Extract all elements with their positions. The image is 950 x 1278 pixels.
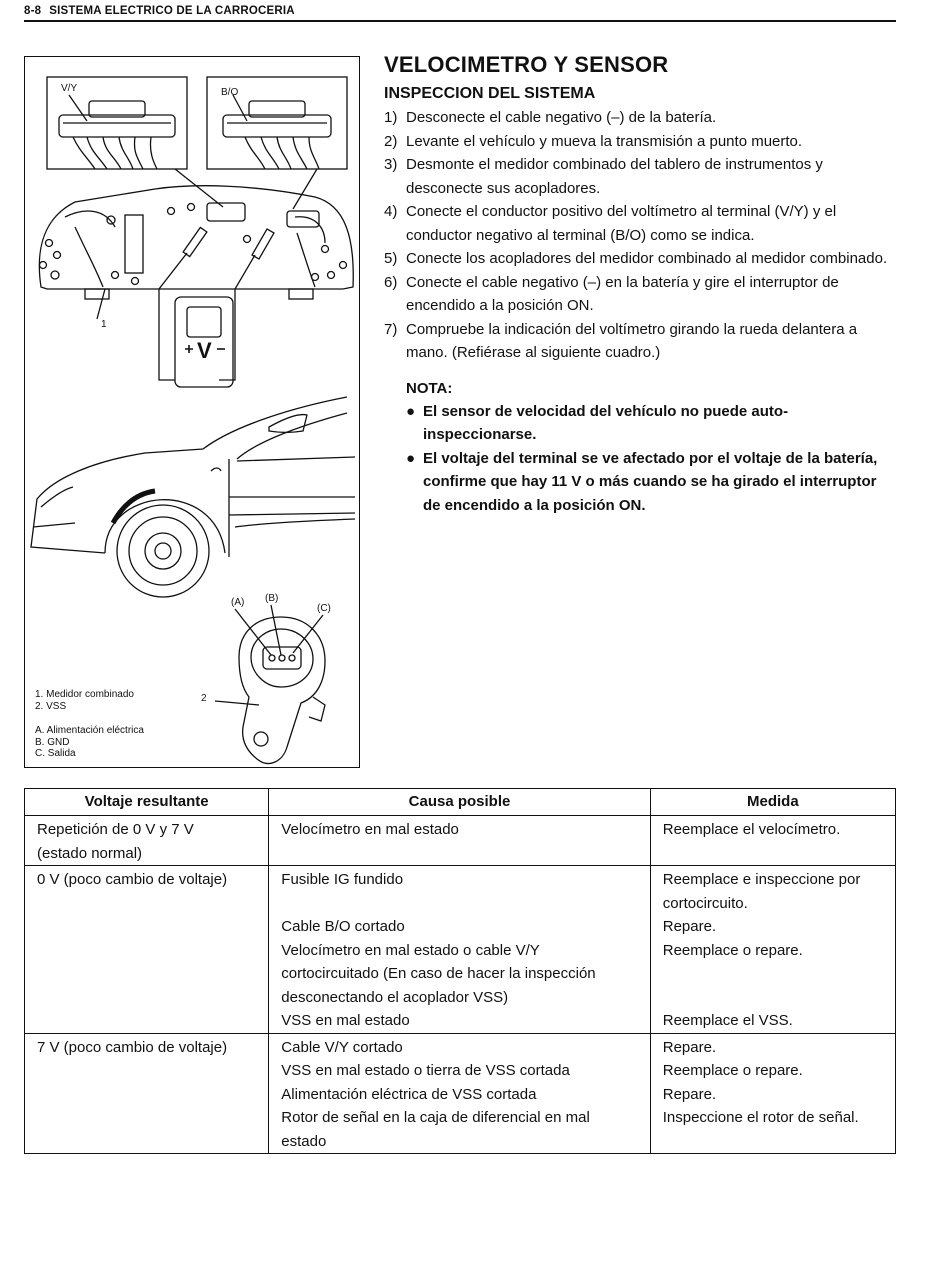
car-outline (31, 397, 355, 597)
step-item (384, 247, 896, 271)
cell-line: Velocímetro en mal estado o cable V/Y (281, 941, 540, 959)
action-cell (650, 1033, 895, 1154)
action-cell (650, 866, 895, 1034)
cell-line: Reemplace o repare. (662, 1062, 803, 1079)
callout-2: 2 (201, 693, 207, 704)
step-item (384, 318, 896, 365)
step-item (384, 130, 896, 154)
step-item (384, 153, 896, 200)
cell-line: Inspeccione el rotor de señal. (662, 1109, 859, 1126)
note-item (406, 447, 896, 518)
cause-cell (269, 816, 650, 866)
figure-legend (35, 689, 134, 712)
legend-item: B. GND (35, 736, 70, 748)
cell-line: Repare. (662, 918, 717, 935)
section-subtitle: INSPECCION DEL SISTEMA (384, 85, 596, 102)
bullet-icon: ● (406, 449, 416, 467)
cell-line: VSS en mal estado (281, 1012, 410, 1029)
cell-line: Cable B/O cortado (281, 918, 405, 935)
cell-line: Fusible IG fundido (281, 871, 404, 888)
note-title: NOTA: (406, 379, 453, 397)
cell-line: Cable V/Y cortado (281, 1038, 403, 1056)
cell-line: Velocímetro en mal estado (281, 821, 459, 838)
step-text: Desconecte el cable negativo (–) de la batería. (406, 109, 717, 126)
step-text: Desmonte el medidor combinado del tablero de instrumentos y desconecte sus acopladores. (406, 156, 823, 197)
cell-line: desconectando el acoplador VSS) (281, 988, 509, 1006)
cell-line: Reemplace o repare. (662, 941, 803, 959)
callout-1: 1 (101, 319, 107, 330)
cell-line: 7 V (poco cambio de voltaje) (37, 1038, 228, 1056)
meter-symbol: V (197, 338, 212, 363)
voltage-cell (25, 816, 269, 866)
section-title: SISTEMA ELECTRICO DE LA CARROCERIA (49, 5, 295, 17)
step-number: 1) (384, 109, 398, 126)
cause-cell (269, 866, 650, 1034)
cell-line: Reemplace e inspeccione por (662, 871, 861, 888)
terminal-label-vy: V/Y (61, 83, 78, 94)
terminal-label-bo: B/O (221, 87, 239, 98)
note-list (406, 400, 896, 518)
cell-line: cortocircuitado (En caso de hacer la inspección (281, 965, 596, 982)
cell-line: cortocircuito. (662, 894, 748, 912)
combination-meter-outline (39, 186, 353, 299)
inspection-text (384, 52, 896, 517)
note-block (384, 380, 896, 518)
cell-line: Rotor de señal en la caja de diferencial en mal (281, 1109, 590, 1126)
step-number: 3) (384, 156, 398, 173)
note-text: El voltaje del terminal se ve afectado por el voltaje de la batería, confirme que hay 11 V o más cuando se ha girado el interruptor de encendido a la posición ON. (423, 449, 878, 514)
terminal-label-c: (C) (317, 603, 331, 614)
legend-item: C. Salida (35, 748, 76, 759)
step-text: Conecte los acopladores del medidor combinado al medidor combinado. (406, 250, 888, 267)
step-text: Conecte el cable negativo (–) en la batería y gire el interruptor de encendido a la posición ON. (406, 273, 839, 314)
cell-line: estado (281, 1132, 327, 1150)
cell-line: (estado normal) (37, 844, 143, 862)
bo-connector-detail (223, 95, 331, 169)
voltmeter-leads (97, 227, 274, 380)
cell-line: Repetición de 0 V y 7 V (37, 821, 194, 838)
column-header: Causa posible (269, 789, 650, 816)
step-list (384, 106, 896, 365)
step-number: 7) (384, 320, 398, 338)
cell-line: Repare. (662, 1038, 717, 1056)
column-header: Voltaje resultante (25, 789, 269, 816)
inspection-figure (24, 56, 360, 768)
page-number: 8-8 (24, 5, 42, 17)
step-number: 2) (384, 132, 398, 150)
page-header (24, 5, 896, 22)
step-number: 5) (384, 250, 398, 267)
voltage-cell (25, 1033, 269, 1154)
cell-line: Repare. (662, 1085, 717, 1103)
cell-line: 0 V (poco cambio de voltaje) (37, 871, 228, 888)
cause-cell (269, 1033, 650, 1154)
note-text: El sensor de velocidad del vehículo no puede auto-inspeccionarse. (423, 402, 789, 443)
figure-drawing (25, 57, 361, 769)
step-number: 6) (384, 273, 398, 291)
step-text: Conecte el conductor positivo del voltímetro al terminal (V/Y) y el conductor negativo al terminal (B/O) como se indica. (406, 203, 837, 244)
cell-line: Reemplace el VSS. (662, 1012, 793, 1029)
voltage-results-table (24, 788, 896, 1154)
step-number: 4) (384, 203, 398, 220)
legend-item: 2. VSS (35, 700, 67, 712)
note-item (406, 400, 896, 447)
table-header-row (25, 789, 896, 816)
step-item (384, 106, 896, 130)
legend-item: A. Alimentación eléctrica (35, 725, 144, 736)
step-item (384, 200, 896, 247)
vss-sensor-outline (215, 605, 325, 763)
table-row (25, 1033, 896, 1154)
table-row (25, 816, 896, 866)
page-title: VELOCIMETRO Y SENSOR (384, 52, 669, 77)
cell-line: VSS en mal estado o tierra de VSS cortada (281, 1062, 570, 1079)
action-cell (650, 816, 895, 866)
step-text: Levante el vehículo y mueva la transmisión a punto muerto. (406, 132, 803, 150)
step-item (384, 271, 896, 318)
terminal-label-a: (A) (231, 597, 245, 608)
column-header: Medida (650, 789, 895, 816)
bullet-icon: ● (406, 402, 416, 420)
terminal-label-b: (B) (265, 593, 279, 604)
voltage-cell (25, 866, 269, 1034)
table-row (25, 866, 896, 1034)
figure-terminal-legend (35, 725, 144, 760)
step-text: Compruebe la indicación del voltímetro girando la rueda delantera a mano. (Refiérase al siguiente cuadro.) (406, 320, 858, 361)
legend-item: 1. Medidor combinado (35, 689, 134, 700)
vy-connector-detail (59, 95, 175, 169)
cell-line: Alimentación eléctrica de VSS cortada (281, 1085, 537, 1103)
cell-line: Reemplace el velocímetro. (662, 821, 841, 838)
